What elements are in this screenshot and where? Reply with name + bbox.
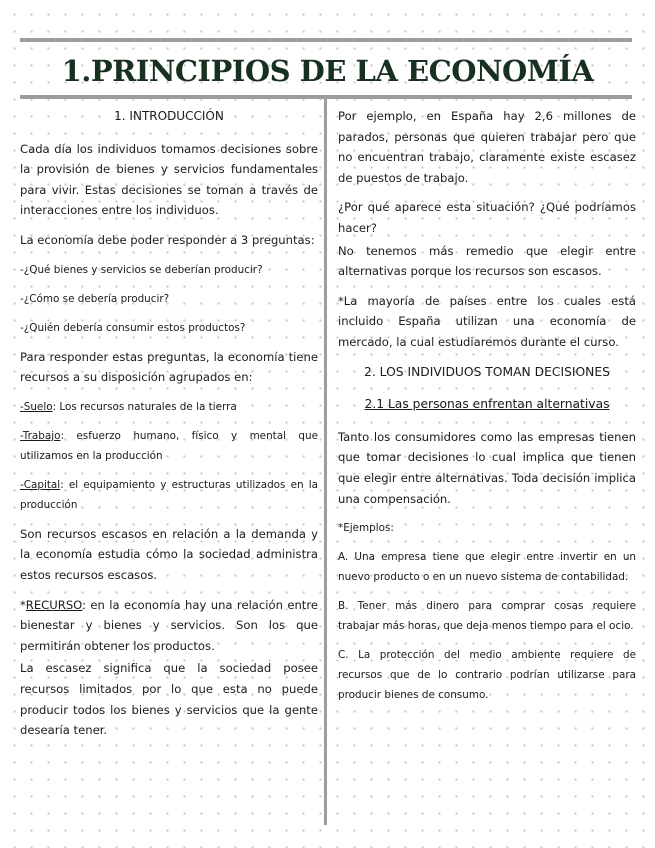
scarcity-paragraph: Son recursos escasos en relación a la demanda y la economía estudia cómo la sociedad administra estos recursos escasos. [20, 526, 318, 582]
left-column [20, 106, 318, 750]
section-heading-decisiones: 2. LOS INDIVIDUOS TOMAN DECISIONES [364, 364, 610, 379]
resource-suelo [20, 397, 318, 417]
escasez-paragraph: La escasez significa que la sociedad posee recursos limitados por lo que esta no puede producir todos los bienes y servicios que la gente desearía tener. [20, 661, 318, 738]
question-1: -¿Qué bienes y servicios se deberían producir? [20, 263, 263, 276]
recurso-note [20, 595, 318, 657]
resource-capital-text: : el equipamiento y estructuras utilizados en la producción [20, 478, 318, 511]
resource-suelo-term: -Suelo [20, 400, 53, 413]
example-b: B. Tener más dinero para comprar cosas requiere trabajar más horas, que deja menos tiempo para el ocio. [338, 600, 636, 633]
section-heading-introduccion: 1. INTRODUCCIÓN [114, 109, 224, 123]
recurso-note-text: : en la economía hay una relación entre bienestar y bienes y servicios. Son los que permitirán obtener los productos. [20, 597, 318, 653]
example-spain-paragraph: Por ejemplo, en España hay 2,6 millones de parados, personas que quieren trabajar pero que no encuentran trabajo, claramente existe escasez de puestos de trabajo. [338, 109, 636, 185]
example-c: C. La protección del medio ambiente requiere de recursos que de lo contrario podrían utilizarse para producir bienes de consumo. [338, 649, 636, 702]
page-title: 1.PRINCIPIOS DE LA ECONOMÍA [61, 54, 594, 88]
subsection-heading-alternativas: 2.1 Las personas enfrentan alternativas [364, 397, 610, 412]
intro-paragraph: Cada día los individuos tomamos decisiones sobre la provisión de bienes y servicios fundamentales para vivir. Estas decisiones se toman a través de interacciones entre los individuos. [20, 141, 318, 218]
resources-intro: Para responder estas preguntas, la economía tiene recursos a su disposición agrupados en: [20, 349, 318, 385]
alternatives-paragraph: Tanto los consumidores como las empresas tienen que tomar decisiones lo cual implica que tienen que elegir entre alternativas. Toda decisión implica una compensación. [338, 429, 636, 506]
resource-capital [20, 475, 318, 515]
top-rule [20, 38, 632, 42]
why-question: ¿Por qué aparece esta situación? ¿Qué podríamos hacer? [338, 200, 636, 235]
question-2: -¿Cómo se debería producir? [20, 292, 170, 305]
examples-label: *Ejemplos: [338, 522, 394, 535]
market-economy-note: *La mayoría de países entre los cuales está incluido España utilizan una economía de mercado, la cual estudiaremos durante el curso. [338, 293, 636, 349]
questions-intro: La economía debe poder responder a 3 preguntas: [20, 232, 315, 247]
resource-capital-term: -Capital [20, 478, 61, 491]
resource-suelo-text: : Los recursos naturales de la tierra [52, 400, 237, 413]
example-a: A. Una empresa tiene que elegir entre invertir en un nuevo producto o en un nuevo sistema de contabilidad. [338, 551, 636, 584]
column-divider [324, 99, 327, 825]
choose-alternatives-paragraph: No tenemos más remedio que elegir entre alternativas porque los recursos son escasos. [338, 243, 636, 279]
resource-trabajo-text: : esfuerzo humano, físico y mental que utilizamos en la producción [20, 429, 318, 462]
recurso-note-term: RECURSO [25, 597, 83, 612]
recurso-note-mark: * [20, 597, 26, 612]
resource-trabajo-term: -Trabajo [20, 429, 61, 442]
resource-trabajo [20, 426, 318, 466]
right-column [338, 106, 636, 714]
question-3: -¿Quién debería consumir estos productos? [20, 321, 246, 334]
